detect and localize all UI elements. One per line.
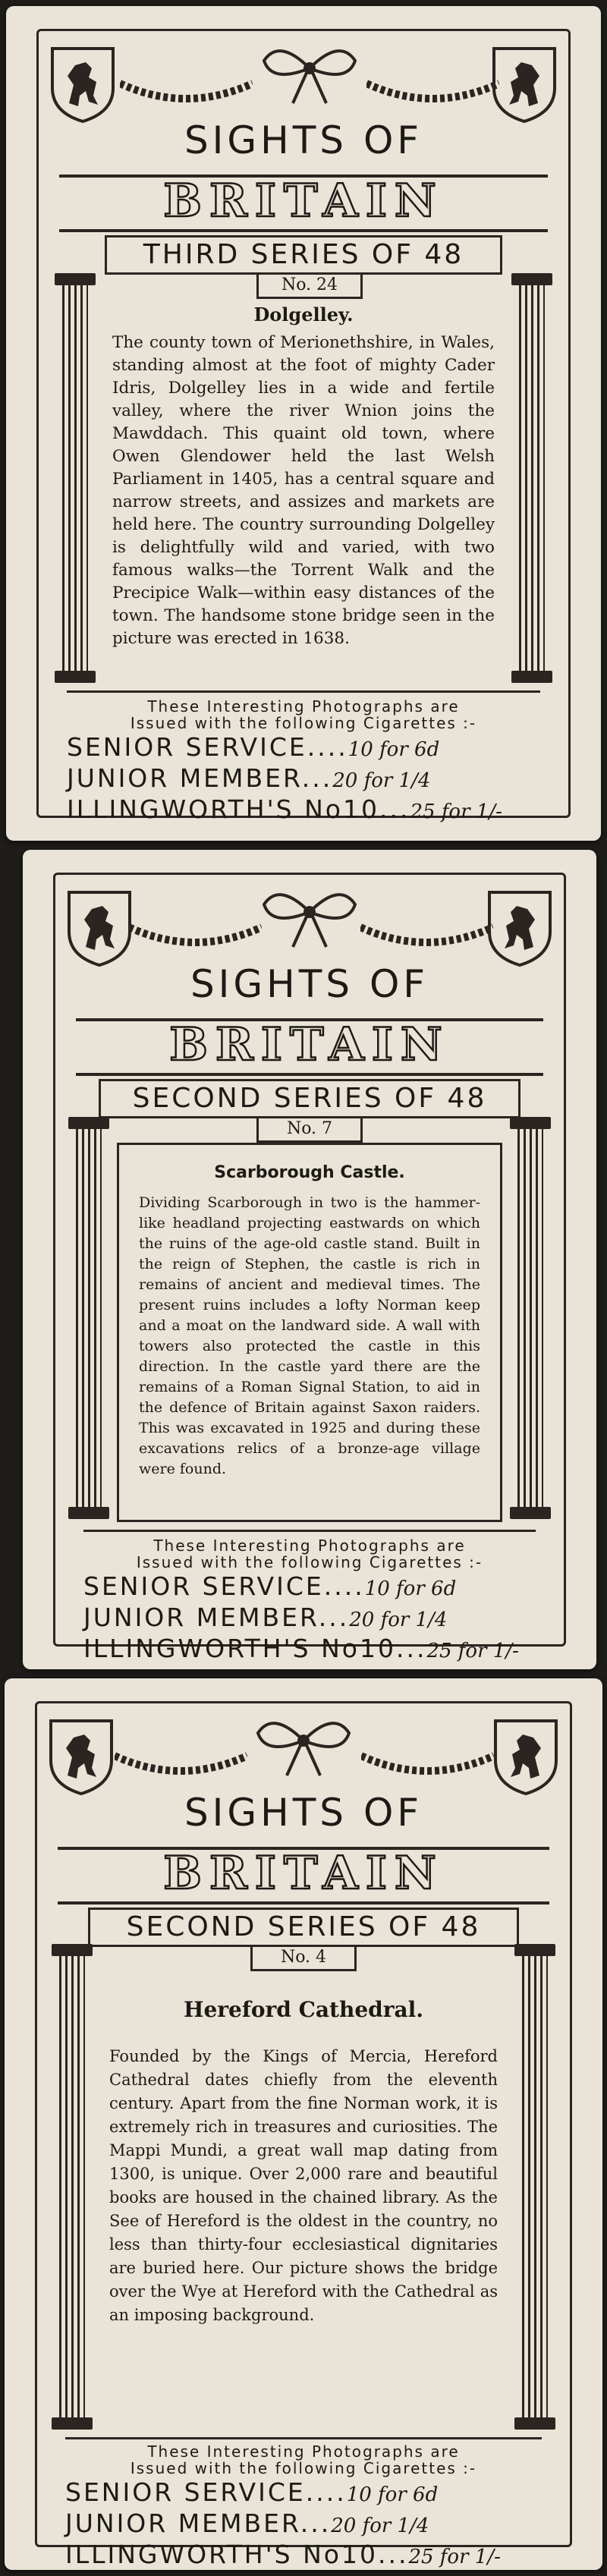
garland-decoration [361, 1748, 494, 1779]
title-sights-of: SIGHTS OF [190, 962, 429, 1006]
garland-decoration [115, 1748, 247, 1779]
place-heading: Scarborough Castle. [214, 1163, 405, 1182]
title-britain: BRITAIN [163, 175, 444, 228]
lion-shield-icon [48, 42, 118, 124]
garland-decoration [366, 76, 499, 106]
title-britain: BRITAIN [169, 1018, 450, 1071]
place-description: Founded by the Kings of Mercia, Hereford Cathedral dates chiefly from the eleventh century. Apart from the fine Norman work, it is extremely rich in treasures and curiosities. The Mappi Mundi, a great wall map dating from 1300, is unique. Over 2,000 rare and beautiful books are housed in the chained library. As the See of Hereford is the oldest in the country, no less than thirty-four ecclesiastical dignitaries are buried here. Our picture shows the bridge over the Wye at Hereford with the Cathedral as an imposing background. [109, 2047, 498, 2324]
lion-shield-icon [485, 886, 555, 968]
brand-row: JUNIOR MEMBER...20 for 1/4 [65, 2508, 429, 2538]
cigarette-footer [65, 2443, 542, 2571]
cigarette-footer [67, 698, 540, 826]
ribbon-bow-icon [243, 1710, 364, 1779]
cigarette-card-2 [23, 850, 596, 1669]
footer-rule [65, 2437, 542, 2439]
brand-row: JUNIOR MEMBER...20 for 1/4 [83, 1603, 448, 1632]
right-column-decoration [516, 273, 548, 683]
footer-rule [67, 690, 540, 693]
left-column-decoration [56, 1944, 88, 2430]
series-label: SECOND SERIES OF 48 [88, 1908, 519, 1947]
cigarette-footer [83, 1537, 536, 1665]
lion-shield-icon [64, 886, 134, 968]
description-panel [117, 1143, 502, 1522]
card-number: No. 7 [256, 1118, 363, 1143]
brand-row: ILLINGWORTH'S No10...25 for 1/- [67, 794, 502, 824]
footer-rule [83, 1530, 536, 1532]
place-description: Dividing Scarborough in two is the hammer-like headland projecting eastwards on which the ruins of the age-old castle stand. Built in the reign of Stephen, the castle is rich in remains of ancient and medieval times. The present ruins includes a lofty Norman keep and a moat on the landward side. A wall with towers also protected the castle in this direction. In the castle yard there are the remains of a Roman Signal Station, to aid in the defence of Britain against Saxon raiders. This was excavated in 1925 and during these excavations relics of a bronze-age village were found. [139, 1194, 480, 1477]
footer-intro: These Interesting Photographs are Issued with the following Cigarettes :- [130, 697, 477, 732]
garland-decoration [129, 920, 262, 950]
place-heading: Hereford Cathedral. [183, 1997, 424, 2022]
description-panel [109, 1997, 498, 2422]
card-number: No. 24 [256, 275, 363, 299]
garland-decoration [120, 76, 253, 106]
lion-shield-icon [46, 1715, 116, 1797]
card-number: No. 4 [250, 1947, 357, 1971]
series-label: THIRD SERIES OF 48 [105, 235, 502, 275]
right-column-decoration [519, 1944, 551, 2430]
lion-shield-icon [491, 1715, 561, 1797]
cigarette-card-1 [6, 6, 601, 841]
right-column-decoration [514, 1117, 546, 1519]
brand-row: ILLINGWORTH'S No10...25 for 1/- [83, 1634, 519, 1663]
brand-row: JUNIOR MEMBER...20 for 1/4 [67, 763, 431, 793]
lion-shield-icon [489, 42, 559, 124]
brand-row: ILLINGWORTH'S No10...25 for 1/- [65, 2540, 501, 2569]
left-column-decoration [59, 273, 91, 683]
place-description: The county town of Merionethshire, in Wales, standing almost at the foot of mighty Cader Idris, Dolgelley lies in a wide and fertile valley, where the river Wnion joins the Mawddach. This quaint old town, where Owen Glendower held the last Welsh Parliament in 1405, has a central square and narrow streets, and assizes and markets are held here. The country surrounding Dolgelley is delightfully wild and varied, with two famous walks—the Torrent Walk and the Precipice Walk—within easy distances of the town. The handsome stone bridge seen in the picture was erected in 1638. [112, 333, 495, 648]
ribbon-bow-icon [249, 38, 370, 106]
brand-row: SENIOR SERVICE....10 for 6d [65, 2477, 439, 2507]
series-label: SECOND SERIES OF 48 [99, 1079, 521, 1118]
description-panel [112, 304, 495, 683]
footer-intro: These Interesting Photographs are Issued with the following Cigarettes :- [136, 1536, 483, 1571]
footer-intro: These Interesting Photographs are Issued with the following Cigarettes :- [130, 2442, 477, 2477]
brand-row: SENIOR SERVICE....10 for 6d [67, 732, 440, 762]
title-britain: BRITAIN [163, 1847, 444, 1900]
title-sights-of: SIGHTS OF [184, 118, 423, 162]
left-column-decoration [73, 1117, 105, 1519]
place-heading: Dolgelley. [253, 304, 354, 326]
garland-decoration [360, 920, 493, 950]
ribbon-bow-icon [249, 882, 370, 950]
cigarette-card-3 [5, 1678, 602, 2570]
brand-row: SENIOR SERVICE....10 for 6d [83, 1571, 457, 1601]
title-sights-of: SIGHTS OF [184, 1791, 423, 1835]
